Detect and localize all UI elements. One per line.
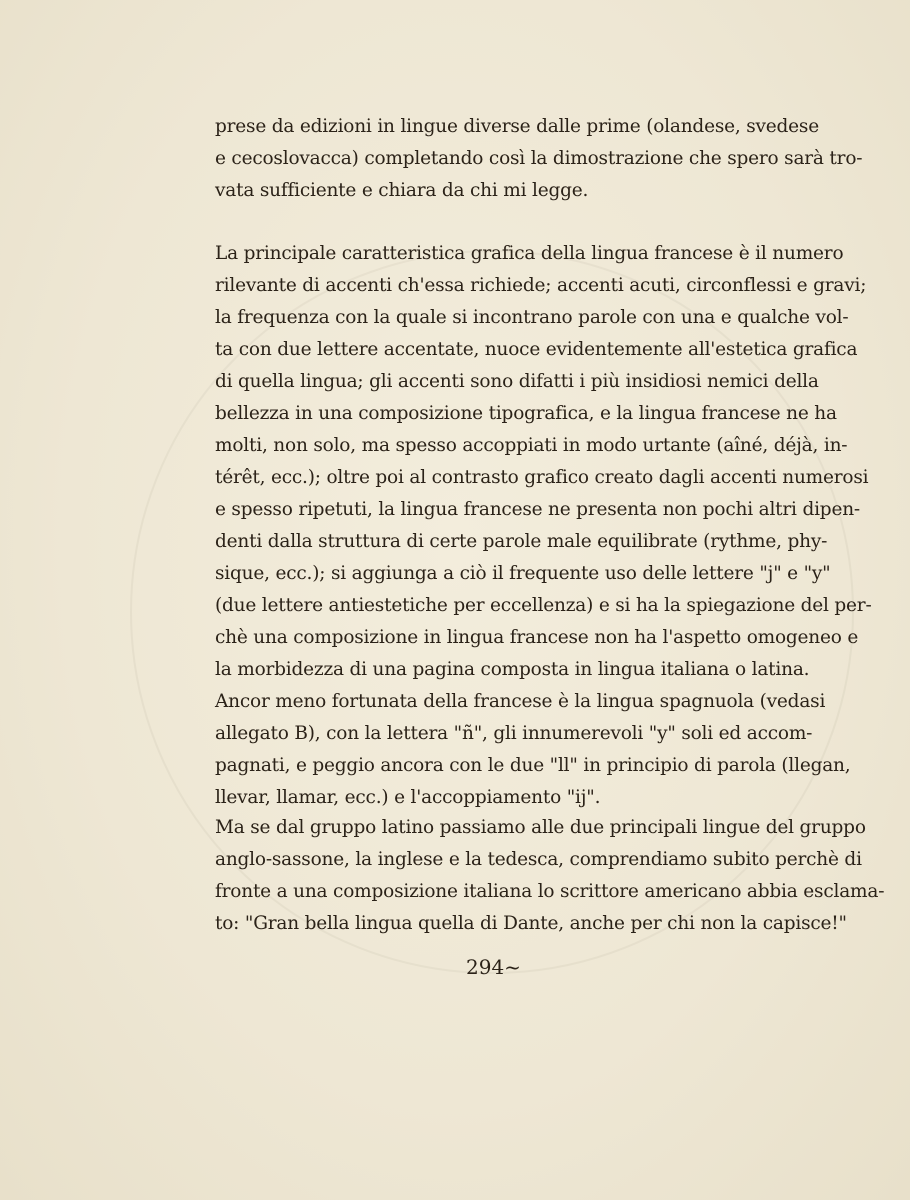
text-line: Ancor meno fortunata della francese è la lingua spagnuola (vedasi (215, 691, 826, 712)
text-line: denti dalla struttura di certe parole male equilibrate (rythme, phy- (215, 531, 828, 552)
text-line: to: "Gran bella lingua quella di Dante, anche per chi non la capisce!" (215, 913, 847, 934)
text-line: llevar, llamar, ecc.) e l'accoppiamento "ij". (215, 787, 601, 808)
text-line: ta con due lettere accentate, nuoce evidentemente all'estetica grafica (215, 339, 858, 360)
text-line: (due lettere antiestetiche per eccellenza) e si ha la spiegazione del per- (215, 595, 872, 616)
text-line: La principale caratteristica grafica della lingua francese è il numero (215, 243, 844, 264)
text-line: prese da edizioni in lingue diverse dalle prime (olandese, svedese (215, 116, 819, 137)
text-line: pagnati, e peggio ancora con le due "ll" in principio di parola (llegan, (215, 755, 851, 776)
text-line: e cecoslovacca) completando così la dimostrazione che spero sarà tro- (215, 148, 863, 169)
text-line: fronte a una composizione italiana lo scrittore americano abbia esclama- (215, 881, 885, 902)
text-line: e spesso ripetuti, la lingua francese ne presenta non pochi altri dipen- (215, 499, 860, 520)
text-line: di quella lingua; gli accenti sono difatti i più insidiosi nemici della (215, 371, 819, 392)
text-line: la frequenza con la quale si incontrano parole con una e qualche vol- (215, 307, 849, 328)
text-line: molti, non solo, ma spesso accoppiati in modo urtante (aîné, déjà, in- (215, 435, 848, 456)
text-line: rilevante di accenti ch'essa richiede; accenti acuti, circonflessi e gravi; (215, 275, 867, 296)
text-line: Ma se dal gruppo latino passiamo alle due principali lingue del gruppo (215, 817, 866, 838)
text-line: anglo-sassone, la inglese e la tedesca, comprendiamo subito perchè di (215, 849, 862, 870)
text-line: vata sufficiente e chiara da chi mi legge. (215, 180, 589, 201)
page-number: 294~ (466, 955, 521, 979)
text-line: chè una composizione in lingua francese non ha l'aspetto omogeneo e (215, 627, 859, 648)
text-line: bellezza in una composizione tipografica, e la lingua francese ne ha (215, 403, 837, 424)
text-line: allegato B), con la lettera "ñ", gli innumerevoli "y" soli ed accom- (215, 723, 813, 744)
text-line: sique, ecc.); si aggiunga a ciò il frequente uso delle lettere "j" e "y" (215, 563, 831, 584)
text-line: térêt, ecc.); oltre poi al contrasto grafico creato dagli accenti numerosi (215, 467, 869, 488)
text-line: la morbidezza di una pagina composta in lingua italiana o latina. (215, 659, 810, 680)
